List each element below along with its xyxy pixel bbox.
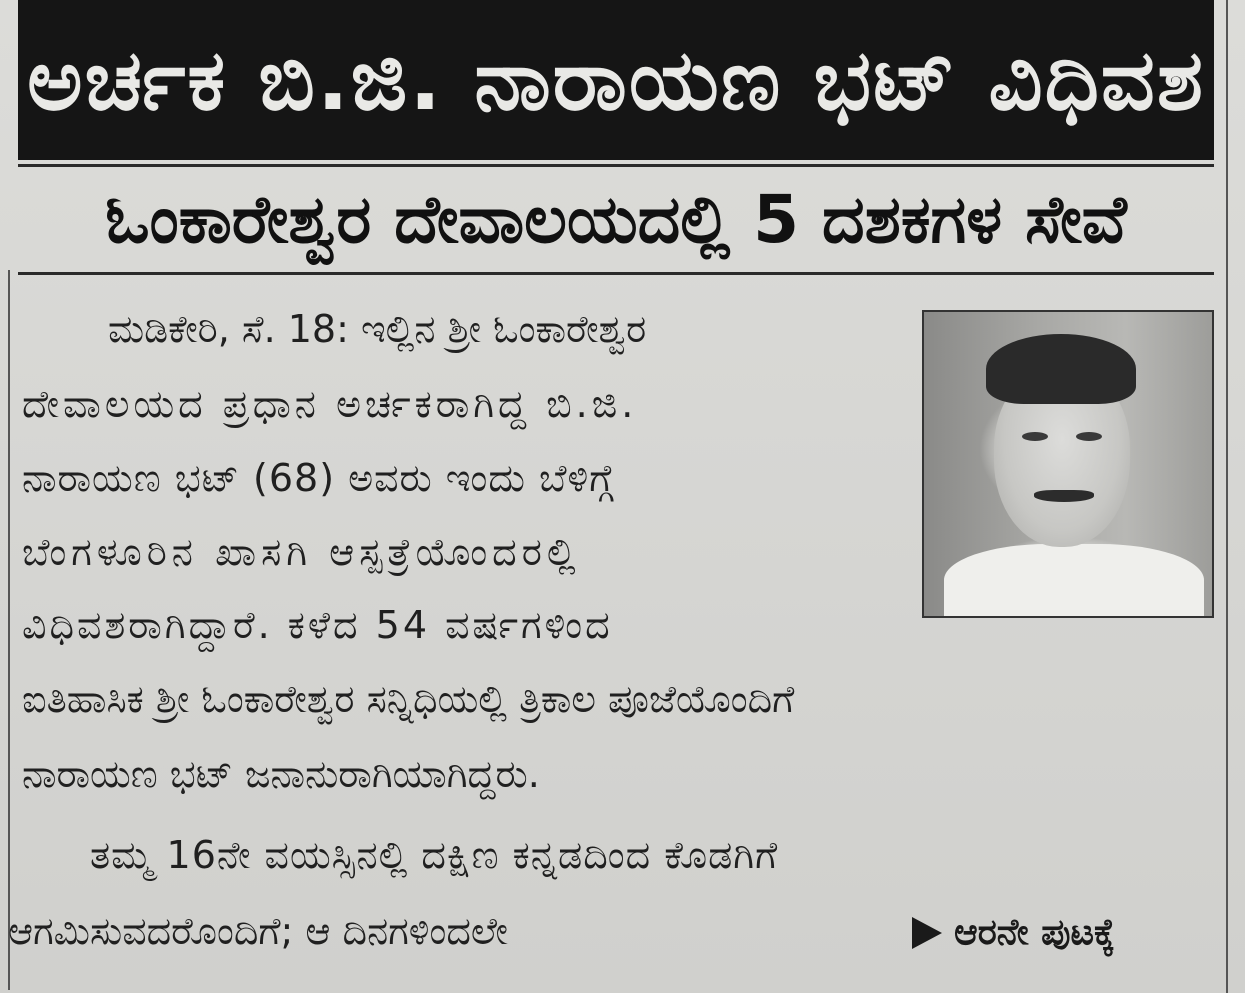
photo-shirt <box>944 544 1204 618</box>
body-line: ದೇವಾಲಯದ ಪ್ರಧಾನ ಅರ್ಚಕರಾಗಿದ್ದ ಬಿ.ಜಿ. <box>22 382 638 426</box>
subheadline: ಓಂಕಾರೇಶ್ವರ ದೇವಾಲಯದಲ್ಲಿ 5 ದಶಕಗಳ ಸೇವೆ <box>105 180 1127 258</box>
body-line: ಆಗಮಿಸುವದರೊಂದಿಗೆ; ಆ ದಿನಗಳಿಂದಲೇ <box>8 909 508 953</box>
photo-eye <box>1022 432 1048 441</box>
body-line: ನಾರಾಯಣ ಭಟ್ (68) ಅವರು ಇಂದು ಬೆಳಿಗ್ಗೆ <box>22 456 615 500</box>
body-line: ತಮ್ಮ 16ನೇ ವಯಸ್ಸಿನಲ್ಲಿ ದಕ್ಷಿಣ ಕನ್ನಡದಿಂದ ಕೊಡಗಿಗೆ <box>90 833 779 877</box>
photo-eye <box>1076 432 1102 441</box>
portrait-photo <box>922 310 1214 618</box>
play-arrow-icon <box>912 917 942 949</box>
photo-mustache <box>1034 490 1094 502</box>
body-line: ವಿಧಿವಶರಾಗಿದ್ದಾರೆ. ಕಳೆದ 54 ವರ್ಷಗಳಿಂದ <box>22 603 613 647</box>
body-line: ಮಡಿಕೇರಿ, ಸೆ. 18: ಇಲ್ಲಿನ ಶ್ರೀ ಓಂಕಾರೇಶ್ವರ <box>108 307 647 351</box>
headline: ಅರ್ಚಕ ಬಿ.ಜಿ. ನಾರಾಯಣ ಭಟ್ ವಿಧಿವಶ <box>27 30 1205 129</box>
photo-hair <box>986 334 1136 404</box>
body-line: ನಾರಾಯಣ ಭಟ್ ಜನಾನುರಾಗಿಯಾಗಿದ್ದರು. <box>22 752 540 796</box>
body-line: ಬೆಂಗಳೂರಿನ ಖಾಸಗಿ ಆಸ್ಪತ್ರೆಯೊಂದರಲ್ಲಿ <box>22 530 581 574</box>
continued-label: ಆರನೇ ಪುಟಕ್ಕೆ <box>954 912 1116 953</box>
body-line: ಐತಿಹಾಸಿಕ ಶ್ರೀ ಓಂಕಾರೇಶ್ವರ ಸನ್ನಿಧಿಯಲ್ಲಿ ತ್ರಿಕಾಲ ಪೂಜೆಯೊಂದಿಗೆ <box>22 677 795 721</box>
continued-on-page <box>912 912 1115 954</box>
